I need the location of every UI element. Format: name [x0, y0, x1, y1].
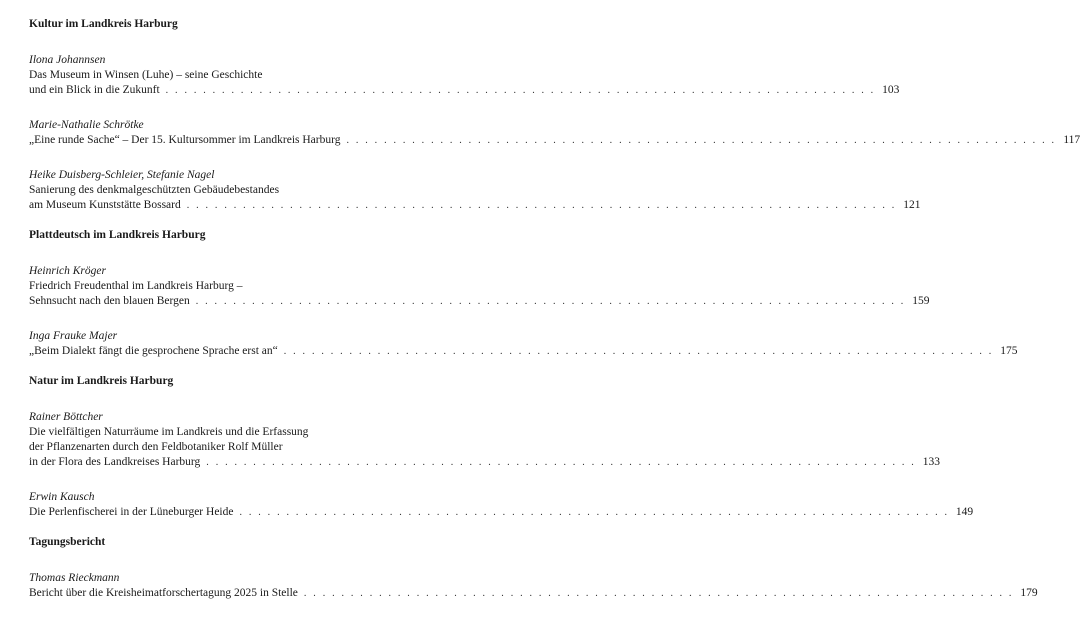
dot-leader: . . . . . . . . . . . . . . . . . . . . . . . . . . . . . . . . . . . . . . . . . . . . . . . . . . . . . . . . . . . . . . . . . . . . . . . . . . . .: [186, 200, 897, 211]
table-of-contents: [29, 17, 1080, 601]
dot-leader: . . . . . . . . . . . . . . . . . . . . . . . . . . . . . . . . . . . . . . . . . . . . . . . . . . . . . . . . . . . . . . . . . . . . . . . . . . . .: [346, 135, 1057, 146]
toc-entry[interactable]: [29, 490, 974, 520]
toc-entry[interactable]: [29, 329, 1018, 359]
entry-author: Thomas Rieckmann: [29, 572, 120, 584]
section-heading: Plattdeutsch im Landkreis Harburg: [29, 229, 206, 241]
dot-leader: . . . . . . . . . . . . . . . . . . . . . . . . . . . . . . . . . . . . . . . . . . . . . . . . . . . . . . . . . . . . . . . . . . . . . . . . . . . .: [195, 296, 906, 307]
toc-entry[interactable]: [29, 571, 1038, 601]
entry-author: Ilona Johannsen: [29, 54, 106, 66]
dot-leader: . . . . . . . . . . . . . . . . . . . . . . . . . . . . . . . . . . . . . . . . . . . . . . . . . . . . . . . . . . . . . . . . . . . . . . . . . . . .: [206, 457, 916, 468]
entry-title-text: Die Perlenfischerei in der Lüneburger Heide: [29, 506, 234, 518]
entry-title-last-line: [29, 586, 1038, 601]
page-number: 159: [912, 295, 930, 307]
entry-author: Inga Frauke Majer: [29, 330, 118, 342]
entry-title-text: „Beim Dialekt fängt die gesprochene Sprache erst an“: [29, 345, 278, 357]
toc-entry[interactable]: [29, 410, 940, 470]
entry-title-last-line: [29, 344, 1018, 359]
entry-title-text: Bericht über die Kreisheimatforschertagung 2025 in Stelle: [29, 587, 298, 599]
dot-leader: . . . . . . . . . . . . . . . . . . . . . . . . . . . . . . . . . . . . . . . . . . . . . . . . . . . . . . . . . . . . . . . . . . . . . . . . . . . .: [165, 85, 876, 96]
entry-title-text: in der Flora des Landkreises Harburg: [29, 456, 201, 468]
entry-title-last-line: [29, 198, 921, 213]
page-number: 103: [882, 84, 900, 96]
entry-author: Rainer Böttcher: [29, 411, 103, 423]
entry-author: Marie-Nathalie Schrötke: [29, 119, 144, 131]
entry-title-line: Friedrich Freudenthal im Landkreis Harburg –: [29, 280, 243, 292]
dot-leader: . . . . . . . . . . . . . . . . . . . . . . . . . . . . . . . . . . . . . . . . . . . . . . . . . . . . . . . . . . . . . . . . . . . . . . . . . . . .: [303, 588, 1014, 599]
page-number: 175: [1000, 345, 1018, 357]
entry-title-line: der Pflanzenarten durch den Feldbotaniker Rolf Müller: [29, 441, 283, 453]
entry-title-line: Sanierung des denkmalgeschützten Gebäudebestandes: [29, 184, 280, 196]
section-heading: Kultur im Landkreis Harburg: [29, 18, 178, 30]
toc-entry[interactable]: [29, 264, 930, 309]
page-number: 149: [955, 506, 974, 518]
dot-leader: . . . . . . . . . . . . . . . . . . . . . . . . . . . . . . . . . . . . . . . . . . . . . . . . . . . . . . . . . . . . . . . . . . . . . . . . . . . .: [283, 346, 994, 357]
section-heading: Tagungsbericht: [29, 536, 106, 548]
section-heading: Natur im Landkreis Harburg: [29, 375, 174, 387]
entry-title-line: Das Museum in Winsen (Luhe) – seine Geschichte: [29, 69, 263, 81]
page-number: 117: [1063, 134, 1080, 146]
entry-title-text: am Museum Kunststätte Bossard: [29, 199, 181, 211]
page-number: 121: [903, 199, 921, 211]
toc-entry[interactable]: [29, 53, 900, 98]
entry-title-last-line: [29, 294, 930, 309]
page-number: 133: [922, 456, 940, 468]
entry-title-text: „Eine runde Sache“ – Der 15. Kultursommer im Landkreis Harburg: [29, 134, 341, 146]
entry-title-last-line: [29, 505, 974, 520]
entry-title-line: Die vielfältigen Naturräume im Landkreis und die Erfassung: [29, 426, 309, 438]
dot-leader: . . . . . . . . . . . . . . . . . . . . . . . . . . . . . . . . . . . . . . . . . . . . . . . . . . . . . . . . . . . . . . . . . . . . . . . . . . . .: [239, 507, 950, 518]
entry-title-last-line: [29, 455, 940, 470]
entry-title-text: und ein Blick in die Zukunft: [29, 84, 160, 96]
toc-entry[interactable]: [29, 118, 1080, 148]
entry-title-text: Sehnsucht nach den blauen Bergen: [29, 295, 190, 307]
entry-title-last-line: [29, 83, 900, 98]
entry-author: Heike Duisberg-Schleier, Stefanie Nagel: [29, 169, 215, 181]
entry-author: Erwin Kausch: [29, 491, 95, 503]
page-number: 179: [1020, 587, 1038, 599]
toc-entry[interactable]: [29, 168, 921, 213]
entry-author: Heinrich Kröger: [29, 265, 106, 277]
entry-title-last-line: [29, 133, 1080, 148]
